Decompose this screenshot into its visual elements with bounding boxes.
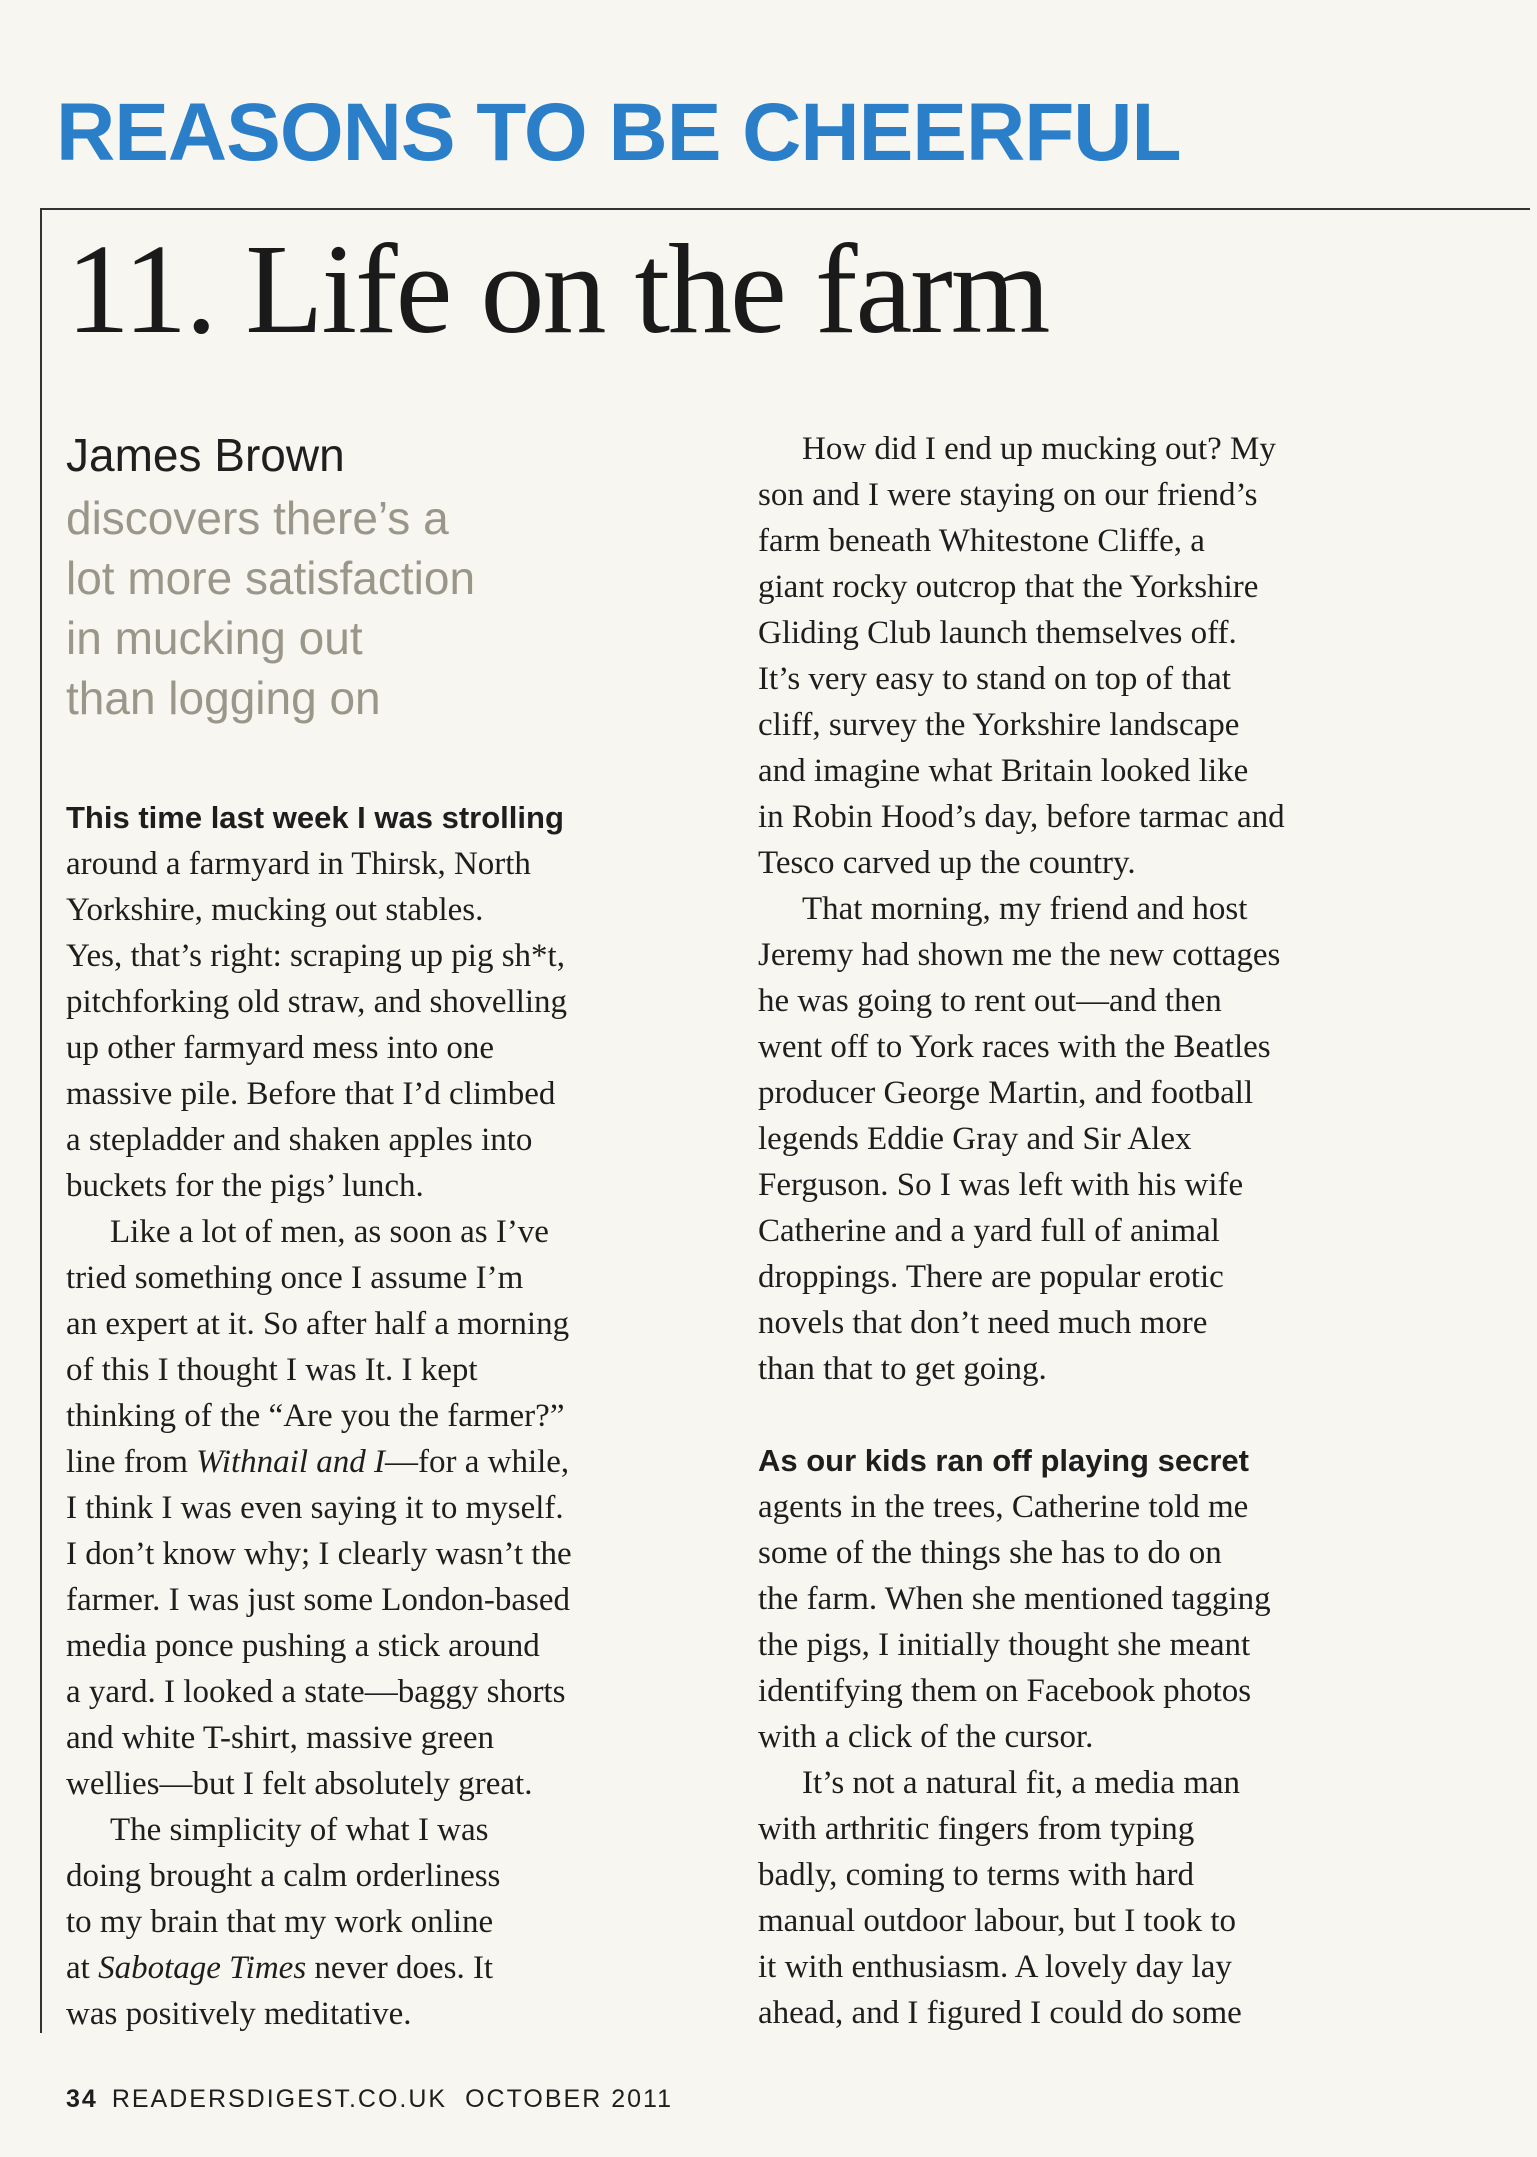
- text-line: up other farmyard mess into one: [66, 1030, 494, 1066]
- paragraph: [758, 1484, 1438, 1760]
- text-line: identifying them on Facebook photos: [758, 1673, 1252, 1709]
- publication-title: Sabotage Times: [98, 1950, 307, 1986]
- text-line: I don’t know why; I clearly wasn’t the: [66, 1536, 572, 1572]
- top-rule: [40, 208, 1530, 210]
- article-column-1: [66, 795, 746, 2037]
- text-line: novels that don’t need much more: [758, 1305, 1208, 1341]
- text-line: Yes, that’s right: scraping up pig sh*t,: [66, 938, 565, 974]
- page-footer: [66, 2085, 673, 2114]
- page-number: 34: [66, 2085, 98, 2113]
- text-line: How did I end up mucking out? My: [802, 431, 1276, 467]
- text-line: farm beneath Whitestone Cliffe, a: [758, 523, 1205, 559]
- issue-date: OCTOBER 2011: [465, 2085, 673, 2113]
- text-line: thinking of the “Are you the farmer?”: [66, 1398, 565, 1434]
- text-line: he was going to rent out—and then: [758, 983, 1222, 1019]
- byline-deck: [66, 488, 686, 728]
- text-line: Tesco carved up the country.: [758, 845, 1136, 881]
- text-line: to my brain that my work online: [66, 1904, 494, 1940]
- text-line: massive pile. Before that I’d climbed: [66, 1076, 556, 1112]
- text-line: went off to York races with the Beatles: [758, 1029, 1271, 1065]
- text-line: son and I were staying on our friend’s: [758, 477, 1258, 513]
- paragraph: [66, 841, 746, 1209]
- article-column-2: [758, 426, 1438, 2036]
- text-line: it with enthusiasm. A lovely day lay: [758, 1949, 1232, 1985]
- text-line: It’s not a natural fit, a media man: [802, 1765, 1241, 1801]
- text-line: tried something once I assume I’m: [66, 1260, 524, 1296]
- byline-name: James Brown: [66, 429, 345, 481]
- text-line: of this I thought I was It. I kept: [66, 1352, 478, 1388]
- text-line: a stepladder and shaken apples into: [66, 1122, 533, 1158]
- text-line: cliff, survey the Yorkshire landscape: [758, 707, 1240, 743]
- paragraph: [66, 1807, 746, 1945]
- text-line: legends Eddie Gray and Sir Alex: [758, 1121, 1192, 1157]
- text-line: media ponce pushing a stick around: [66, 1628, 540, 1664]
- text-line: than that to get going.: [758, 1351, 1047, 1387]
- text-line: agents in the trees, Catherine told me: [758, 1489, 1249, 1525]
- text-line: ahead, and I figured I could do some: [758, 1995, 1242, 2031]
- text-line: Gliding Club launch themselves off.: [758, 615, 1237, 651]
- paragraph: [66, 1485, 746, 1807]
- paragraph: [66, 1209, 746, 1439]
- text-line: farmer. I was just some London-based: [66, 1582, 571, 1618]
- paragraph: [66, 1991, 746, 2037]
- text-line: I think I was even saying it to myself.: [66, 1490, 564, 1526]
- text-line: around a farmyard in Thirsk, North: [66, 846, 531, 882]
- text-line: The simplicity of what I was: [110, 1812, 489, 1848]
- text-line: doing brought a calm orderliness: [66, 1858, 501, 1894]
- lead-in: This time last week I was strolling: [66, 800, 564, 835]
- deck-line: in mucking out: [66, 612, 363, 664]
- text-line: Catherine and a yard full of animal: [758, 1213, 1220, 1249]
- text-line: buckets for the pigs’ lunch.: [66, 1168, 424, 1204]
- text-line: It’s very easy to stand on top of that: [758, 661, 1231, 697]
- deck-line: discovers there’s a: [66, 492, 449, 544]
- text-line: Jeremy had shown me the new cottages: [758, 937, 1281, 973]
- text-line: Yorkshire, mucking out stables.: [66, 892, 484, 928]
- section-title: REASONS TO BE CHEERFUL: [56, 87, 1181, 178]
- text-line: Like a lot of men, as soon as I’ve: [110, 1214, 549, 1250]
- text-line: at Sabotage Times never does. It: [66, 1950, 494, 1986]
- text-line: in Robin Hood’s day, before tarmac and: [758, 799, 1285, 835]
- deck-line: lot more satisfaction: [66, 552, 476, 604]
- text-line: wellies—but I felt absolutely great.: [66, 1766, 533, 1802]
- text-line: line from Withnail and I—for a while,: [66, 1444, 570, 1480]
- text-line: with arthritic fingers from typing: [758, 1811, 1195, 1847]
- deck-line: than logging on: [66, 672, 381, 724]
- text-line: was positively meditative.: [66, 1996, 412, 2032]
- text-line: a yard. I looked a state—baggy shorts: [66, 1674, 566, 1710]
- text-line: That morning, my friend and host: [802, 891, 1248, 927]
- paragraph: [758, 886, 1438, 1392]
- paragraph: [758, 1760, 1438, 2036]
- text-line: an expert at it. So after half a morning: [66, 1306, 570, 1342]
- text-line: with a click of the cursor.: [758, 1719, 1094, 1755]
- text-line: manual outdoor labour, but I took to: [758, 1903, 1237, 1939]
- text-line: pitchforking old straw, and shovelling: [66, 984, 568, 1020]
- left-rule: [40, 208, 42, 2033]
- site-url: READERSDIGEST.CO.UK: [111, 2085, 448, 2113]
- text-line: the farm. When she mentioned tagging: [758, 1581, 1271, 1617]
- text-line: some of the things she has to do on: [758, 1535, 1222, 1571]
- text-line: giant rocky outcrop that the Yorkshire: [758, 569, 1259, 605]
- text-line: producer George Martin, and football: [758, 1075, 1254, 1111]
- text-line: and white T-shirt, massive green: [66, 1720, 495, 1756]
- text-line: and imagine what Britain looked like: [758, 753, 1249, 789]
- film-title: Withnail and I: [196, 1444, 385, 1480]
- paragraph: [758, 426, 1438, 886]
- text-line: Ferguson. So I was left with his wife: [758, 1167, 1244, 1203]
- text-line: badly, coming to terms with hard: [758, 1857, 1194, 1893]
- text-line: the pigs, I initially thought she meant: [758, 1627, 1251, 1663]
- lead-in: As our kids ran off playing secret: [758, 1443, 1249, 1478]
- text-line: droppings. There are popular erotic: [758, 1259, 1224, 1295]
- article-headline: 11. Life on the farm: [66, 218, 1049, 360]
